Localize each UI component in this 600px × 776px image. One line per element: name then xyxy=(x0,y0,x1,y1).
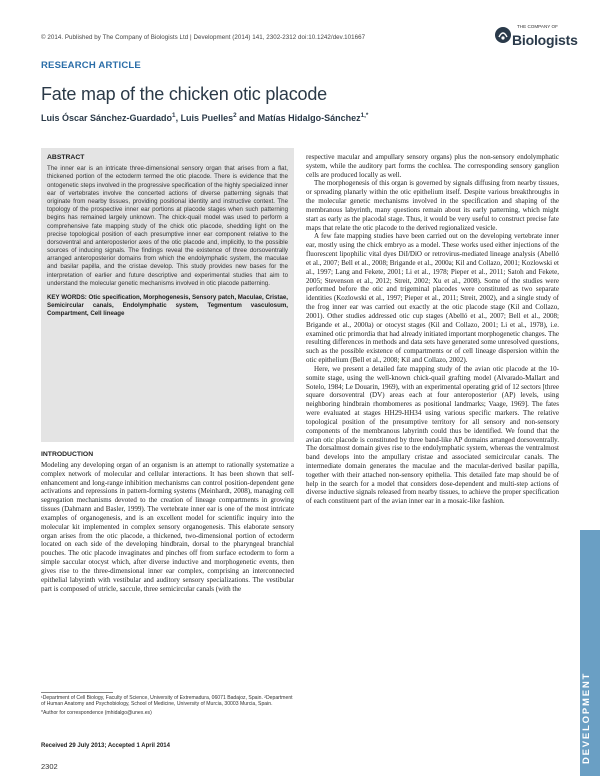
logo-wordmark: Biologists xyxy=(512,32,578,48)
logo-mark-icon xyxy=(494,26,512,44)
footnotes xyxy=(41,695,294,718)
author-2-affil: 2 xyxy=(233,112,237,119)
introduction-heading: INTRODUCTION xyxy=(41,451,94,458)
correspondence: *Author for correspondence (mhidalgo@unex.es) xyxy=(41,709,152,716)
author-3-affil: 1,* xyxy=(360,112,369,119)
page-number: 2302 xyxy=(41,762,58,771)
author-1: Luis Óscar Sánchez-Guardado xyxy=(41,113,173,123)
citation-line: © 2014. Published by The Company of Biologists Ltd | Development (2014) 141, 2302-2312 doi:10.1242/dev.101667 xyxy=(41,34,366,41)
abstract-heading: ABSTRACT xyxy=(47,154,85,161)
abstract-box xyxy=(41,148,294,442)
right-column xyxy=(306,153,559,506)
author-2: , Luis Puelles xyxy=(175,113,234,123)
author-list xyxy=(41,113,368,123)
right-paragraph-1: respective macular and ampullary sensory organs) plus the non-sensory endolymphatic system, while the auditory part forms the cochlea. The corresponding sensory ganglion cells are produced locally as well. xyxy=(306,153,559,179)
abstract-text: The inner ear is an intricate three-dimensional sensory organ that arises from a flat, thickened portion of the ectoderm termed the otic placode. There is evidence that the ontogenetic steps involved in the progressive specification of the highly specialized inner ear of vertebrates involve the concerted actions of diverse patterning signals that originate from nearby tissues, providing positional identity and instructive context. The topology of the prospective inner ear portions at placode stages when such patterning begins has remained largely unknown. The chick-quail model was used to perform a comprehensive fate mapping study of the chick otic placode, shedding light on the precise topological position of each presumptive inner ear component relative to the dorsoventral and anteroposterior axes of the otic placode and, implicitly, to the possible sources of inducing signals. The findings reveal the existence of three dorsoventrally arranged anteroposterior domains from which the endolymphatic system, the maculae and basilar papilla, and the cristae develop. This study provides new bases for the interpretation of earlier and future descriptive and experimental studies that aim to understand the molecular genetic mechanisms involved in otic placode patterning. xyxy=(47,165,288,287)
intro-paragraph-1: Modeling any developing organ of an organism is an attempt to rationally systematize a complex network of molecular and cellular interactions. It has been shown that self-enhancement and long-range inhibition mechanisms can control position-dependent gene activations and repressions in pattern-forming systems (Meinhardt, 2008), managing cell segregation mechanisms devoted to the creation of lineage compartments in growing tissues (Dahmann and Basler, 1999). The vertebrate inner ear is one of the most intricate examples of organogenesis, and is an excellent model for scientific inquiry into the molecular kit implemented in complex sensory organogenesis. This elaborate sensory organ arises from the otic placode, a thickened, two-dimensional portion of ectoderm located on each side of the developing hindbrain, dorsal to the pharyngeal branchial pouches. The otic placode invaginates and pinches off from surface ectoderm to form a simple saccular otocyst which, after diverse inductive and morphogenetic events, then gives rise to the three-dimensional inner ear complex, comprising an interconnected epithelial labyrinth with vestibular and auditory sensory specializations. The vestibular part is composed of utricle, saccule, three semicircular canals (with the xyxy=(41,461,294,593)
journal-side-label: DEVELOPMENT xyxy=(581,671,592,764)
author-3: and Matías Hidalgo-Sánchez xyxy=(236,113,361,123)
publisher-logo xyxy=(494,24,578,48)
footnote-rule xyxy=(41,692,113,693)
right-paragraph-3: A few fate mapping studies have been carried out on the developing vertebrate inner ear, mostly using the chick embryo as a model. These works used either injections of the fluorescent lipophilic vital dyes DiI/DiO or retrovirus-mediated lineage analysis (Abelló et al., 2007; Bell et al., 2008; Brigande et al., 2000a; Kil and Collazo, 2001; Kozlowski et al., 1997; Lang and Fekete, 2001; Li et al., 1978; Pieper et al., 2011; Satoh and Fekete, 2005; Stevenson et al., 2012; Streit, 2002; Xu et al., 2008). Some of the studies were performed before the otic and trigeminal placodes were constituted as two separate identities (Kozlowski et al., 1997; Pieper et al., 2011; Streit, 2002), and a single study of the frog inner ear was carried out exactly at the otic placode stage (Kil and Collazo, 2001). Other studies addressed otic cup stages (Abelló et al., 2007; Bell et al., 2008; Brigande et al., 2000a) or otocyst stages (Kil and Collazo, 2001; Li et al., 1978), i.e. examined otic primordia that had already initiated important morphogenetic changes. The resulting differences in methods and data sets have generated some unresolved questions, such as the possible existence of compartments or of cell lineage dispersion within the otic epithelium (Bell et al., 2008; Kil and Collazo, 2002). xyxy=(306,232,559,365)
introduction-body xyxy=(41,461,294,593)
logo-small-text: THE COMPANY OF xyxy=(517,24,558,29)
right-paragraph-2: The morphogenesis of this organ is governed by signals diffusing from nearby tissues, or spreading planarly within the otic epithelium itself. Despite various breakthroughs in the molecular genetic mechanisms involved in the specification and shaping of the membranous labyrinth, many questions remain about its early patterning, which might start as early as the placodal stage. Thus, it would be very useful to construct precise fate maps that relate the otic placode to the derived regionalized vesicle. xyxy=(306,179,559,232)
received-dates: Received 29 July 2013; Accepted 1 April 2014 xyxy=(41,743,170,749)
affiliations: ¹Department of Cell Biology, Faculty of Science, University of Extremadura, 06071 Badajoz, Spain. ²Department of Human Anatomy and Psychobiology, School of Medicine, University of Murcia, 30003 Murcia, Spain. xyxy=(41,695,293,708)
article-title: Fate map of the chicken otic placode xyxy=(41,84,327,104)
author-1-affil: 1 xyxy=(172,112,176,119)
keywords: KEY WORDS: Otic specification, Morphogenesis, Sensory patch, Maculae, Cristae, Semicircular canals, Endolymphatic system, Tegmentum vasculosum, Compartment, Cell lineage xyxy=(47,294,288,318)
article-type: RESEARCH ARTICLE xyxy=(41,60,141,71)
right-paragraph-4: Here, we present a detailed fate mapping study of the avian otic placode at the 10-somite stage, using the well-known chick-quail grafting model (Alvarado-Mallart and Sotelo, 1984; Le Douarin, 1969), with an experimental operating grid of 12 sectors [three square dorsoventral (DV) areas each at four anteroposterior (AP) levels, using neighboring hindbrain rhombomeres as positional landmarks; Vaage, 1969]. The fates were evaluated at stages HH29-HH34 using various specific markers. The relative topological position of the presumptive territory for all sensory and non-sensory components of the membranous labyrinth could thus be identified. We found that the avian otic placode is constituted by three band-like AP domains arranged dorsoventrally. The dorsalmost domain gives rise to the endolymphatic system, whereas the ventralmost band develops into the ampullary cristae and associated semicircular canals. The intermediate domain generates the maculae and the macular-derived basilar papilla, together with their attached non-sensory epithelia. This detailed fate map should be of help in the search for a model that considers dose-dependent and multi-step actions of diverse inductive signals released from nearby tissues, to achieve the proper specification of each constituent part of the avian inner ear in a mosaic-like fashion. xyxy=(306,364,559,506)
